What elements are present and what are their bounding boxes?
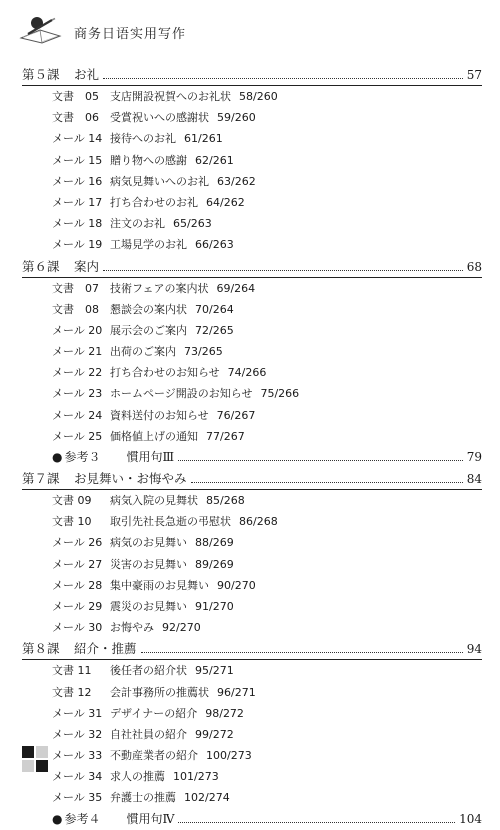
lesson-section: [22, 468, 482, 638]
entry-label: 文書 09: [52, 494, 92, 507]
toc-entry[interactable]: [22, 575, 482, 596]
entry-title: 懇談会の案内状: [110, 302, 187, 316]
entry-pages: 95/271: [195, 664, 234, 678]
reference-label: 参考３: [64, 450, 101, 464]
entry-title: 病気見舞いへのお礼: [110, 174, 209, 188]
lesson-page-number: 94: [466, 642, 482, 657]
entry-pages: 76/267: [216, 408, 256, 422]
reference-page-number: 104: [459, 811, 482, 826]
toc-entry[interactable]: [22, 554, 482, 575]
entry-title: ホームページ開設のお知らせ: [110, 387, 253, 401]
entry-title: 価格値上げの通知: [110, 429, 198, 443]
toc-entry[interactable]: [22, 234, 482, 255]
reference-title: 慣用句Ⅲ: [126, 450, 175, 464]
entry-title: 災害のお見舞い: [110, 557, 187, 571]
entry-title: 技術フェアの案内状: [110, 281, 209, 295]
toc-entry[interactable]: [22, 107, 482, 128]
toc-entry[interactable]: [22, 745, 482, 766]
entry-label: メール 19: [52, 238, 103, 252]
entry-pages: 58/260: [239, 90, 278, 103]
entry-title: お悔やみ: [110, 621, 154, 635]
entry-pages: 70/264: [195, 302, 234, 316]
entry-pages: 92/270: [162, 621, 201, 635]
toc-entry[interactable]: [22, 383, 482, 404]
reference-entry[interactable]: [22, 809, 482, 830]
reference-page-number: 79: [466, 450, 482, 464]
entry-label: 文書 12: [52, 685, 92, 699]
entry-title: 取引先社長急逝の弔慰状: [110, 515, 231, 529]
toc-entry[interactable]: [22, 192, 482, 213]
entry-label: 文書 06: [52, 111, 99, 125]
entry-label: メール 16: [52, 174, 103, 188]
toc-entry[interactable]: [22, 703, 482, 724]
bullet-icon: ●: [52, 811, 63, 826]
entry-label: メール 33: [52, 749, 103, 763]
entry-title: 打ち合わせのお知らせ: [110, 366, 220, 380]
lesson-page-number: 57: [466, 68, 482, 82]
entry-label: メール 26: [52, 536, 103, 550]
toc-entry[interactable]: [22, 362, 482, 383]
entry-pages: 77/267: [206, 429, 245, 443]
entry-pages: 90/270: [217, 578, 256, 592]
table-of-contents: [22, 64, 482, 830]
toc-entry[interactable]: [22, 171, 482, 192]
entry-pages: 91/270: [195, 599, 234, 613]
entry-title: 震災のお見舞い: [110, 599, 187, 613]
entry-label: メール 14: [52, 132, 103, 146]
entry-title: 弁護士の推薦: [110, 791, 176, 805]
entry-label: メール 32: [52, 727, 103, 741]
lesson-title: 案内: [74, 258, 100, 274]
entry-pages: 65/263: [173, 217, 212, 231]
entry-pages: 89/269: [195, 557, 234, 571]
entry-title: 不動産業者の紹介: [110, 749, 198, 763]
dot-leader: [178, 822, 455, 823]
entry-pages: 96/271: [217, 685, 256, 699]
entry-title: 工場見学のお礼: [110, 238, 187, 252]
lesson-heading[interactable]: [22, 256, 482, 277]
lesson-section: [22, 256, 482, 469]
lesson-title: お見舞い・お悔やみ: [74, 471, 187, 486]
entry-label: メール 20: [52, 323, 103, 337]
book-title: 商务日语实用写作: [74, 27, 187, 42]
entry-pages: 72/265: [195, 323, 234, 337]
toc-entry[interactable]: [22, 490, 482, 511]
entry-pages: 62/261: [195, 153, 234, 167]
entry-label: 文書 05: [52, 90, 99, 103]
toc-entry[interactable]: [22, 682, 482, 703]
entry-pages: 85/268: [206, 494, 245, 507]
toc-entry[interactable]: [22, 213, 482, 234]
entry-title: 注文のお礼: [110, 217, 165, 231]
lesson-heading[interactable]: [22, 468, 482, 489]
lesson-title: お礼: [74, 67, 100, 82]
entry-pages: 101/273: [173, 770, 219, 784]
entry-title: 集中豪雨のお見舞い: [110, 578, 209, 592]
reference-title: 慣用句Ⅳ: [126, 811, 175, 826]
lesson-section: [22, 638, 482, 829]
lesson-number: 第５課: [22, 67, 60, 82]
toc-entry[interactable]: [22, 766, 482, 787]
entry-label: メール 30: [52, 621, 103, 635]
entry-pages: 100/273: [206, 749, 252, 763]
lesson-title: 紹介・推薦: [74, 641, 137, 657]
entry-pages: 102/274: [184, 791, 230, 805]
entry-label: 文書 08: [52, 302, 99, 316]
entry-label: メール 27: [52, 557, 103, 571]
toc-entry[interactable]: [22, 660, 482, 681]
entry-label: メール 18: [52, 217, 103, 231]
dot-leader: [103, 78, 463, 79]
toc-entry[interactable]: [22, 405, 482, 426]
lesson-section: [22, 64, 482, 256]
reference-label: 参考４: [64, 811, 101, 826]
entry-title: 接待へのお礼: [110, 132, 176, 146]
entry-label: メール 17: [52, 195, 103, 209]
entry-title: 打ち合わせのお礼: [110, 195, 198, 209]
lesson-heading[interactable]: [22, 638, 482, 659]
toc-entry[interactable]: [22, 278, 482, 299]
dot-leader: [141, 652, 463, 653]
entry-label: メール 25: [52, 429, 103, 443]
entry-label: メール 28: [52, 578, 103, 592]
entry-label: 文書 07: [52, 281, 99, 295]
entry-title: 求人の推薦: [110, 770, 165, 784]
lesson-page-number: 68: [466, 259, 482, 274]
toc-entry[interactable]: [22, 617, 482, 638]
toc-entry[interactable]: [22, 511, 482, 532]
entry-pages: 63/262: [217, 174, 256, 188]
entry-pages: 61/261: [184, 132, 223, 146]
entry-title: 後任者の紹介状: [110, 664, 187, 678]
toc-entry[interactable]: [22, 532, 482, 553]
entry-label: メール 22: [52, 366, 103, 380]
entry-pages: 86/268: [239, 515, 278, 529]
dot-leader: [178, 460, 463, 461]
entry-label: メール 15: [52, 153, 103, 167]
entry-pages: 69/264: [216, 281, 256, 295]
toc-entry[interactable]: [22, 150, 482, 171]
entry-pages: 88/269: [195, 536, 234, 550]
page-header: [18, 14, 488, 44]
entry-title: 展示会のご案内: [110, 323, 187, 337]
reference-entry[interactable]: [22, 447, 482, 468]
bullet-icon: ●: [52, 450, 63, 464]
dot-leader: [191, 482, 463, 483]
entry-label: メール 29: [52, 599, 103, 613]
entry-title: デザイナーの紹介: [110, 706, 198, 720]
entry-label: 文書 11: [52, 664, 92, 678]
entry-pages: 99/272: [195, 727, 234, 741]
entry-pages: 64/262: [206, 195, 245, 209]
lesson-number: 第８課: [22, 641, 60, 657]
entry-pages: 59/260: [217, 111, 256, 125]
toc-entry[interactable]: [22, 426, 482, 447]
entry-pages: 66/263: [195, 238, 234, 252]
lesson-page-number: 84: [466, 472, 482, 486]
entry-pages: 74/266: [227, 366, 267, 380]
entry-pages: 75/266: [260, 387, 300, 401]
entry-label: メール 34: [52, 770, 103, 784]
lesson-number: 第６課: [22, 258, 60, 274]
entry-label: メール 24: [52, 408, 103, 422]
toc-entry[interactable]: [22, 299, 482, 320]
entry-title: 出荷のご案内: [110, 345, 176, 359]
lesson-heading[interactable]: [22, 64, 482, 85]
entry-label: メール 23: [52, 387, 103, 401]
book-pen-logo-icon: [18, 14, 64, 44]
entry-pages: 73/265: [184, 345, 223, 359]
toc-entry[interactable]: [22, 86, 482, 107]
toc-entry[interactable]: [22, 341, 482, 362]
entry-label: メール 35: [52, 791, 103, 805]
entry-title: 贈り物への感謝: [110, 153, 187, 167]
toc-entry[interactable]: [22, 128, 482, 149]
entry-title: 資料送付のお知らせ: [110, 408, 209, 422]
toc-entry[interactable]: [22, 596, 482, 617]
toc-entry[interactable]: [22, 320, 482, 341]
lesson-number: 第７課: [22, 471, 60, 486]
entry-title: 受賞祝いへの感謝状: [110, 111, 209, 125]
entry-title: 会計事務所の推薦状: [110, 685, 209, 699]
entry-pages: 98/272: [205, 706, 244, 720]
entry-title: 支店開設祝賀へのお礼状: [110, 90, 231, 103]
entry-label: 文書 10: [52, 515, 92, 529]
toc-entry[interactable]: [22, 724, 482, 745]
corner-block-mark-icon: [22, 746, 50, 774]
entry-label: メール 21: [52, 345, 103, 359]
entry-title: 病気入院の見舞状: [110, 494, 198, 507]
toc-entry[interactable]: [22, 787, 482, 808]
dot-leader: [103, 270, 463, 271]
entry-title: 病気のお見舞い: [110, 536, 187, 550]
entry-title: 自社社員の紹介: [110, 727, 187, 741]
entry-label: メール 31: [52, 706, 103, 720]
